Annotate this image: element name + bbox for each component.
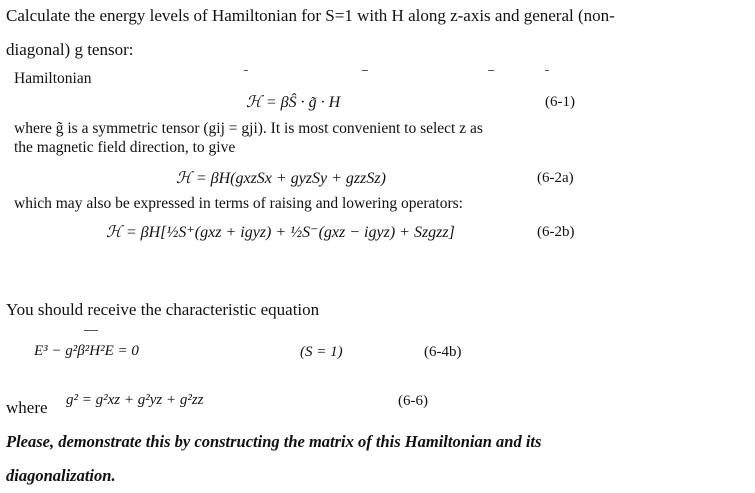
characteristic-equation: E³ − g²β²H²E = 0 (34, 343, 139, 359)
equation-6-2b: ℋ = βH[½S⁺(gxz + igyz) + ½S⁻(gxz − igyz) + Szgzz] (106, 224, 455, 241)
equation-number-6-4b: (6-4b) (424, 344, 462, 360)
scan-mark (488, 70, 494, 71)
paragraph-1-line-1: where g̃ is a symmetric tensor (gij = gji). It is most convenient to select z as (14, 120, 483, 137)
instruction-line-1: Please, demonstrate this by constructing the matrix of this Hamiltonian and its (6, 432, 542, 451)
equation-number-6-2a: (6-2a) (537, 170, 574, 186)
problem-line-1: Calculate the energy levels of Hamiltonian for S=1 with H along z-axis and general (non- (6, 6, 615, 25)
scan-mark (244, 70, 248, 71)
paragraph-1-line-2: the magnetic field direction, to give (14, 139, 236, 156)
hamiltonian-heading: Hamiltonian (14, 70, 92, 87)
where-label: where (6, 398, 48, 417)
scan-mark (84, 330, 98, 331)
equation-number-6-6: (6-6) (398, 393, 428, 409)
spin-condition: (S = 1) (300, 344, 343, 360)
characteristic-intro: You should receive the characteristic equation (6, 300, 320, 319)
scan-mark (545, 70, 549, 71)
scan-mark (362, 70, 368, 71)
equation-number-6-2b: (6-2b) (537, 224, 575, 240)
paragraph-2: which may also be expressed in terms of raising and lowering operators: (14, 195, 463, 212)
equation-number-6-1: (6-1) (545, 94, 575, 110)
instruction-line-2: diagonalization. (6, 466, 116, 485)
problem-line-2: diagonal) g tensor: (6, 40, 134, 59)
equation-6-2a: ℋ = βH(gxzSx + gyzSy + gzzSz) (176, 170, 386, 187)
equation-6-1: ℋ = βŜ · g̃ · H (246, 94, 341, 111)
g-definition: g² = g²xz + g²yz + g²zz (66, 392, 204, 408)
